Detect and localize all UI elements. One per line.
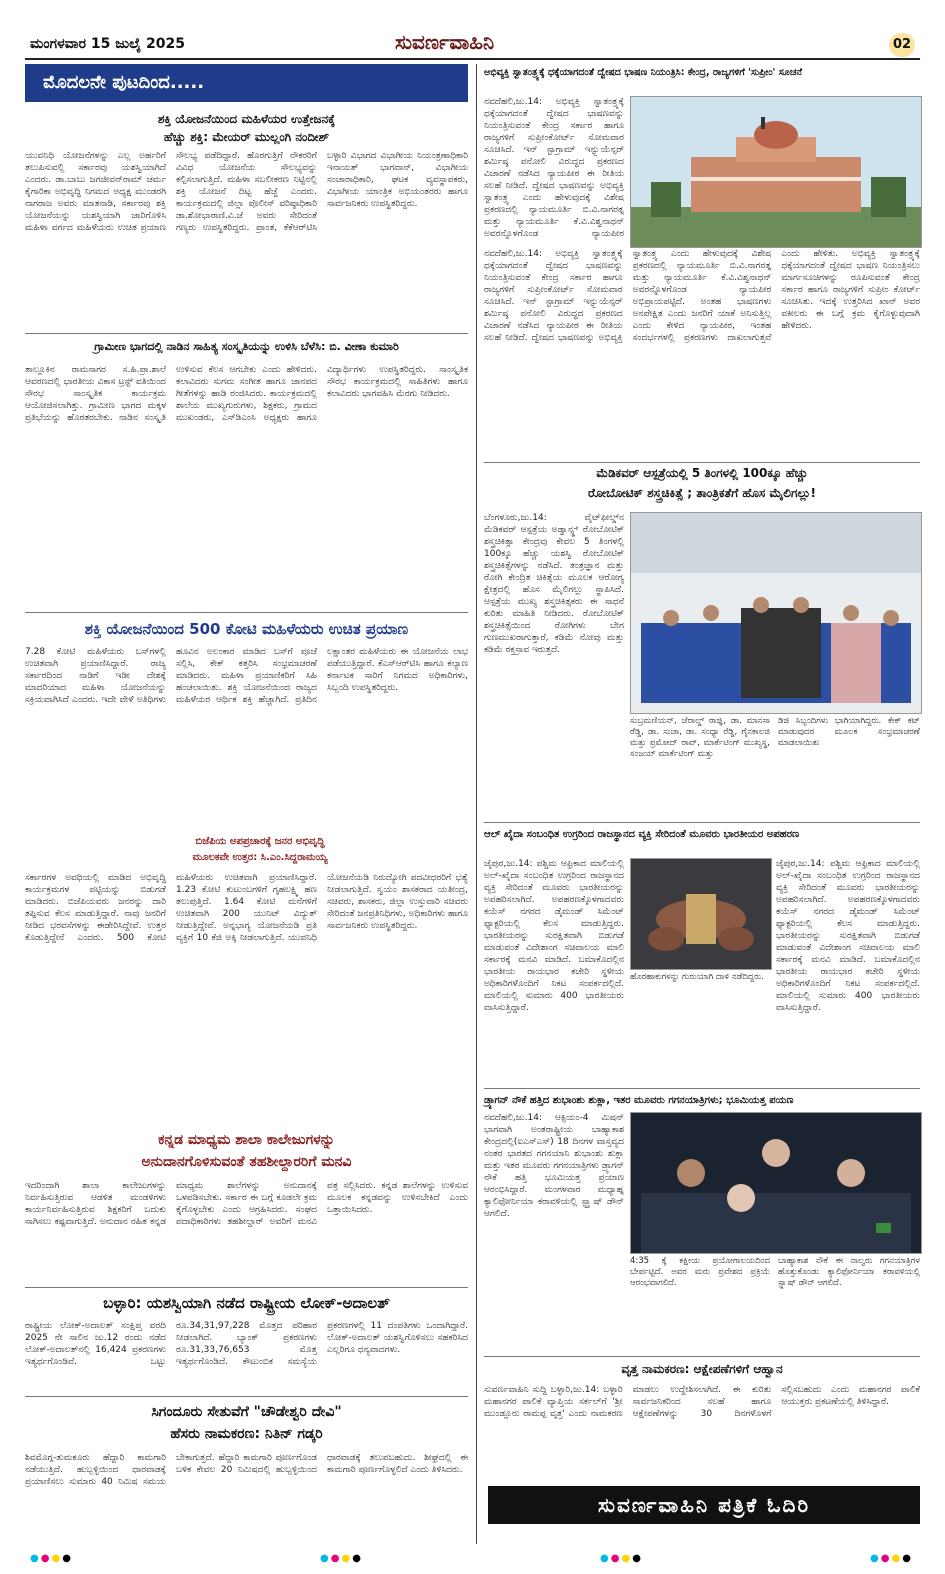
r3-caption: ಹೊರಹಾಕುಗಳನ್ನು ಗುರುಯಾಗಿ ದಾಳಿ ನಡೆದಿದ್ದರು. [630, 972, 764, 982]
r3-body-right: ಜೈಪುರ,ಜು.14: ಪಶ್ಚಿಮ ಆಫ್ರಿಕಾದ ಮಾಲಿಯಲ್ಲಿ ಅಲ್-ಖೈದಾ ಸಂಬಂಧಿತ ಉಗ್ರರಿಂದ ರಾಜಸ್ಥಾನದ ವ್ಯಕ್ತಿ ಸೇರಿದಂತೆ ಮೂವರು ಭಾರತೀಯರನ್ನು ಅಪಹರಿಸಲಾಗಿದೆ. ಅಪಹರಣಕ್ಕೊಳಗಾದವರು ಕಯೆಸ್ ನಗರದ ಡೈಮಂಡ್ ಸಿಮೆಂಟ್ ಫ್ಯಾಕ್ಟರಿಯಲ್ಲಿ ಕೆಲಸ ಮಾಡುತ್ತಿದ್ದರು. ಭಾರತೀಯರನ್ನು ಸುರಕ್ಷಿತವಾಗಿ ಬಿಡುಗಡೆ ಮಾಡುವಂತೆ ವಿದೇಶಾಂಗ ಸಚಿವಾಲಯ ಮಾಲಿ ಸರ್ಕಾರಕ್ಕೆ ಮನವಿ ಮಾಡಿದೆ. ಬಮಾಕೊದಲ್ಲಿನ ಭಾರತೀಯ ರಾಯಭಾರ ಕಚೇರಿ ಸ್ಥಳೀಯ ಅಧಿಕಾರಿಗಳೊಂದಿಗೆ ನಿಕಟ ಸಂಪರ್ಕದಲ್ಲಿದೆ. ಮಾಲಿಯಲ್ಲಿ ಸುಮಾರು 400 ಭಾರತೀಯರು ವಾಸಿಸುತ್ತಿದ್ದಾರೆ. [776, 859, 920, 1013]
a7-subtitle: ಹೆಸರು ನಾಮಕರಣ: ನಿತಿನ್ ಗಡ್ಕರಿ [170, 1426, 323, 1442]
r2-body: ಬೆಂಗಳೂರು,ಜು.14: ವೈಟ್‌ಫೀಲ್ಡ್‌ನ ಮೆಡಿಕವರ್ ಆಸ್ಪತ್ರೆಯ ಅಡ್ವಾನ್ಸ್ಡ್ ರೋಬೋಟಿಕ್ ಶಸ್ತ್ರಚಿಕಿತ್ಸಾ ಕೇಂದ್ರವು ಕೇವಲ 5 ತಿಂಗಳಲ್ಲಿ 100ಕ್ಕೂ ಹೆಚ್ಚು ಯಶಸ್ವಿ ರೋಬೋಟಿಕ್ ಶಸ್ತ್ರಚಿಕಿತ್ಸೆಗಳನ್ನು ನಡೆಸಿದೆ. ತಂತ್ರಜ್ಞಾನ ಮತ್ತು ರೋಗಿ ಕೇಂದ್ರಿತ ಚಿಕಿತ್ಸೆಯ ಮೂಲಕ ಆರೋಗ್ಯ ಕ್ಷೇತ್ರದಲ್ಲಿ ಹೊಸ ಮೈಲಿಗಲ್ಲು ಸ್ಥಾಪಿಸಿದೆ. ಆಸ್ಪತ್ರೆಯ ಮುಖ್ಯ ಶಸ್ತ್ರಚಿಕಿತ್ಸಕರು ಈ ಸಾಧನೆ ಕುರಿತು ಮಾಹಿತಿ ನೀಡಿದರು. ರೋಬೋಟಿಕ್ ಶಸ್ತ್ರಚಿಕಿತ್ಸೆಯಿಂದ ರೋಗಿಗಳು ಬೇಗ ಗುಣಮುಖರಾಗುತ್ತಾರೆ, ಕಡಿಮೆ ನೋವು ಮತ್ತು ಕಡಿಮೆ ರಕ್ತಸ್ರಾವ ಇರುತ್ತದೆ. [484, 513, 624, 655]
r1-title: ಅಭಿವ್ಯಕ್ತಿ ಸ್ವಾತಂತ್ರ್ಯಕ್ಕೆ ಧಕ್ಕೆಯಾಗದಂತೆ ದ್ವೇಷದ ಭಾಷಣ ನಿಯಂತ್ರಿಸಿ: ಕೇಂದ್ರ, ರಾಜ್ಯಗಳಿಗೆ 'ಸುಪ್ರೀಂ' ಸೂಚನೆ [484, 67, 803, 78]
divider [484, 1356, 920, 1357]
r3-title: ಆಲ್ ಖೈದಾ ಸಂಬಂಧಿತ ಉಗ್ರರಿಂದ ರಾಜಸ್ಥಾನದ ವ್ಯಕ್ತಿ ಸೇರಿದಂತೆ ಮೂವರು ಭಾರತೀಯರ ಅಪಹರಣ [484, 829, 800, 840]
a6-body: ರಾಷ್ಟ್ರೀಯ ಲೋಕ್-ಅದಾಲತ್ ಸಂಕ್ಷಿಪ್ತ ವರದಿ 2025 ನೇ ಸಾಲಿನ ಜು.12 ರಂದು ನಡೆದ ಲೋಕ್-ಅದಾಲತ್‌ನಲ್ಲಿ 16,424 ಪ್ರಕರಣಗಳು ಇತ್ಯರ್ಥಗೊಂಡಿವೆ. ಒಟ್ಟು ರೂ.34,31,97,228 ಮೊತ್ತದ ಪರಿಹಾರ ನೀಡಲಾಗಿದೆ. ಬ್ಯಾಂಕ್ ಪ್ರಕರಣಗಳು ರೂ.31,33,76,653 ಮೊತ್ತ ಇತ್ಯರ್ಥಗೊಂಡಿದೆ. ಕೌಟುಂಬಿಕ ಸಮಸ್ಯೆಯ ಪ್ರಕರಣಗಳಲ್ಲಿ 11 ದಂಪತಿಗಳು ಒಂದಾಗಿದ್ದಾರೆ. ಲೋಕ್-ಅದಾಲತ್ ಯಶಸ್ವಿಗೊಳಿಸಲು ಸಹಕರಿಸಿದ ಎಲ್ಲರಿಗೂ ಧನ್ಯವಾದಗಳು. [25, 1321, 468, 1367]
print-registration-marks: ●●●● [30, 1553, 73, 1564]
a4-body: ಸರ್ಕಾರಗಳ ಅವಧಿಯಲ್ಲಿ ಮಾಡಿದ ಅಭಿವೃದ್ಧಿ ಕಾರ್ಯಕ್ರಮಗಳ ಪಟ್ಟಿಯನ್ನು ಬಿಡುಗಡೆ ಮಾಡಿದರು. ಬಿಜೆಪಿಯವರು ಜನರನ್ನು ದಾರಿ ತಪ್ಪಿಸುವ ಕೆಲಸ ಮಾಡುತ್ತಿದ್ದಾರೆ. ನಾವು ಜನರಿಗೆ ನೀಡಿದ ಭರವಸೆಗಳನ್ನು ಈಡೇರಿಸಿದ್ದೇವೆ. ಉತ್ತರ ಕೊಡುತ್ತಿದ್ದೇನೆ ಎಂದರು. 500 ಕೋಟಿ ಮಹಿಳೆಯರು ಉಚಿತವಾಗಿ ಪ್ರಯಾಣಿಸಿದ್ದಾರೆ. 1.23 ಕೋಟಿ ಕುಟುಂಬಗಳಿಗೆ ಗೃಹಲಕ್ಷ್ಮಿ ಹಣ ತಲುಪುತ್ತಿದೆ. 1.64 ಕೋಟಿ ಮನೆಗಳಿಗೆ ಉಚಿತವಾಗಿ 200 ಯುನಿಟ್ ವಿದ್ಯುತ್ ನೀಡುತ್ತಿದ್ದೇವೆ. ಅನ್ನಭಾಗ್ಯ ಯೋಜನೆಯಡಿ ಪ್ರತಿ ವ್ಯಕ್ತಿಗೆ 10 ಕೆಜಿ ಅಕ್ಕಿ ನೀಡಲಾಗುತ್ತಿದೆ. ಯುವನಿಧಿ ಯೋಜನೆಯಡಿ ನಿರುದ್ಯೋಗಿ ಪದವೀಧರರಿಗೆ ಭತ್ಯೆ ನೀಡಲಾಗುತ್ತಿದೆ. ಸ್ವಯಂ ಶಾಸಕರಾದ ಯತೀಂದ್ರ, ಸಚಿವರು, ಶಾಸಕರು, ಜಿಲ್ಲಾ ಉಸ್ತುವಾರಿ ಸಚಿವರು ಸೇರಿದಂತೆ ಜನಪ್ರತಿನಿಧಿಗಳು, ಅಧಿಕಾರಿಗಳು ಹಾಗೂ ಸಾರ್ವಜನಿಕರು ಉಪಸ್ಥಿತರಿದ್ದರು. [25, 873, 468, 943]
a4-subtitle: ಮೂಲಕವೇ ಉತ್ತರ: ಸಿ.ಎಂ.ಸಿದ್ದರಾಮಯ್ಯ [192, 852, 328, 863]
divider [484, 462, 920, 463]
a1-title: ಶಕ್ತಿ ಯೋಜನೆಯಿಂದ ಮಹಿಳೆಯರ ಉತ್ತೇಜನಕ್ಕೆ [157, 112, 336, 126]
r1-body: ನವದೆಹಲಿ,ಜು.14: ಅಭಿವ್ಯಕ್ತಿ ಸ್ವಾತಂತ್ರ್ಯಕ್ಕೆ ಧಕ್ಕೆಯಾಗದಂತೆ ದ್ವೇಷದ ಭಾಷಣವನ್ನು ನಿಯಂತ್ರಿಸುವಂತೆ ಕೇಂದ್ರ ಸರ್ಕಾರ ಹಾಗೂ ರಾಜ್ಯಗಳಿಗೆ ಸುಪ್ರೀಂಕೋರ್ಟ್ ಸೋಮವಾರ ಸೂಚಿಸಿದೆ. ಇನ್ ಸ್ಟಾಗ್ರಾಮ್ ಇನ್ಫ್ಲುಯೆನ್ಸರ್ ಶರ್ಮಿಷ್ಠ ಪನೋಲಿ ವಿರುದ್ಧದ ಪ್ರಕರಣದ ವಿಚಾರಣೆ ನಡೆಸಿದ ನ್ಯಾಯಪೀಠ ಈ ರೀತಿಯ ಸಲಹೆ ನೀಡಿದೆ. ದ್ವೇಷದ ಭಾಷಣವನ್ನು ಅಭಿವ್ಯಕ್ತಿ ಸ್ವಾತಂತ್ರ್ಯ ಎಂದು ಹೇಳುವುದಕ್ಕೆ ವಿಶೇಷ ಪ್ರಕರಣದಲ್ಲಿ ನ್ಯಾಯಮೂರ್ತಿ ಬಿ.ವಿ.ನಾಗರತ್ನ ಮತ್ತು ನ್ಯಾಯಮೂರ್ತಿ ಕೆ.ವಿ.ವಿಶ್ವನಾಥನ್ ಅವರನ್ನೊಳಗೊಂಡ ನ್ಯಾಯಪೀಠ ಅಭಿಪ್ರಾಯಪಟ್ಟಿದೆ. ಅಂತಹ ಭಾಷಣಗಳು ಅನಪೇಕ್ಷಿತ ಎಂದು ಜನರಿಗೆ ಯಾಕೆ ಅನಿಸುತ್ತಿಲ್ಲ ಎಂದು ಕೇಳಿದ ನ್ಯಾಯಪೀಠ, ಇಂತಹ ಸಂದರ್ಭಗಳಲ್ಲಿ ಪ್ರಕರಣಗಳು ದಾಖಲಾಗುತ್ತವೆ ಎಂದು ಹೇಳಿತು. ಅಭಿವ್ಯಕ್ತಿ ಸ್ವಾತಂತ್ರ್ಯಕ್ಕೆ ಧಕ್ಕೆಯಾಗದಂತೆ ದ್ವೇಷದ ಭಾಷಣ ನಿಯಂತ್ರಿಸಲು ಮಾರ್ಗಸೂಚಿಗಳನ್ನು ರೂಪಿಸುವಂತೆ ಕೇಂದ್ರ ಸರ್ಕಾರ ಹಾಗೂ ರಾಜ್ಯಗಳಿಗೆ ಸುಪ್ರೀಂ ಕೋರ್ಟ್ ಸೂಚಿಸಿತು. ಇದಕ್ಕೆ ಉತ್ತರಿಸಿದ ಖಾನ್ ಅವರ ವಕೀಲರು ಈ ಬಗ್ಗೆ ಕ್ರಮ ಕೈಗೊಳ್ಳುವುದಾಗಿ ಹೇಳಿದರು. [484, 249, 920, 343]
a7-body: ಶಿವಮೊಗ್ಗ-ತುಮಕೂರು ಹೆದ್ದಾರಿ ಕಾಮಗಾರಿ ನಡೆಯುತ್ತಿದೆ. ಹುಬ್ಬಳ್ಳಿಯಿಂದ ಧಾರವಾಡಕ್ಕೆ ಪ್ರಯಾಣಿಸಲು ಸುಮಾರು 40 ನಿಮಿಷ ಸಮಯ ಬೇಕಾಗುತ್ತದೆ. ಹೆದ್ದಾರಿ ಕಾಮಗಾರಿ ಪೂರ್ಣಗೊಂಡ ಬಳಿಕ ಕೇವಲ 20 ನಿಮಿಷದಲ್ಲಿ ಹುಬ್ಬಳ್ಳಿಯಿಂದ ಧಾರವಾಡಕ್ಕೆ ತಲುಪಬಹುದು. ಶೀಘ್ರದಲ್ಲಿ ಈ ಕಾಮಗಾರಿ ಪೂರ್ಣಗೊಳ್ಳಲಿದೆ ಎಂದು ತಿಳಿಸಿದರು. [25, 1453, 468, 1487]
print-registration-marks: ●●●● [320, 1553, 363, 1564]
divider [484, 822, 920, 823]
issue-date: ಮಂಗಳವಾರ 15 ಜುಲೈ 2025 [30, 36, 185, 52]
a3-title: ಶಕ್ತಿ ಯೋಜನೆಯಿಂದ 500 ಕೋಟಿ ಮಹಿಳೆಯರು ಉಚಿತ ಪ್ರಯಾಣ [84, 620, 409, 638]
r3-body-left: ಜೈಪುರ,ಜು.14: ಪಶ್ಚಿಮ ಆಫ್ರಿಕಾದ ಮಾಲಿಯಲ್ಲಿ ಅಲ್-ಖೈದಾ ಸಂಬಂಧಿತ ಉಗ್ರರಿಂದ ರಾಜಸ್ಥಾನದ ವ್ಯಕ್ತಿ ಸೇರಿದಂತೆ ಮೂವರು ಭಾರತೀಯರನ್ನು ಅಪಹರಿಸಲಾಗಿದೆ. ಅಪಹರಣಕ್ಕೊಳಗಾದವರು ಕಯೆಸ್ ನಗರದ ಡೈಮಂಡ್ ಸಿಮೆಂಟ್ ಫ್ಯಾಕ್ಟರಿಯಲ್ಲಿ ಕೆಲಸ ಮಾಡುತ್ತಿದ್ದರು. ಭಾರತೀಯರನ್ನು ಸುರಕ್ಷಿತವಾಗಿ ಬಿಡುಗಡೆ ಮಾಡುವಂತೆ ವಿದೇಶಾಂಗ ಸಚಿವಾಲಯ ಮಾಲಿ ಸರ್ಕಾರಕ್ಕೆ ಮನವಿ ಮಾಡಿದೆ. ಬಮಾಕೊದಲ್ಲಿನ ಭಾರತೀಯ ರಾಯಭಾರ ಕಚೇರಿ ಸ್ಥಳೀಯ ಅಧಿಕಾರಿಗಳೊಂದಿಗೆ ನಿಕಟ ಸಂಪರ್ಕದಲ್ಲಿದೆ. ಮಾಲಿಯಲ್ಲಿ ಸುಮಾರು 400 ಭಾರತೀಯರು ವಾಸಿಸುತ್ತಿದ್ದಾರೆ. [484, 859, 624, 1013]
r4-body: ನವದೆಹಲಿ,ಜು.14: ಆಕ್ಸಿಯಂ-4 ಮಿಷನ್ ಭಾಗವಾಗಿ ಅಂತರಾಷ್ಟ್ರೀಯ ಬಾಹ್ಯಾಕಾಶ ಕೇಂದ್ರದಲ್ಲಿ(ಐಎಸ್ಎಸ್) 18 ದಿನಗಳ ವಾಸ್ತವ್ಯದ ನಂತರ ಭಾರತದ ಗಗನಯಾನಿ ಶುಭಾಂಶು ಶುಕ್ಲಾ ಮತ್ತು ಇತರ ಮೂವರು ಗಗನಯಾತ್ರಿಗಳು ಡ್ರ್ಯಾಗನ್ ನೌಕೆ ಹತ್ತಿ ಭೂಮಿಯತ್ತ ಪ್ರಯಾಣ ಆರಂಭಿಸಿದ್ದಾರೆ. ಮಂಗಳವಾರ ಮಧ್ಯಾಹ್ನ ಕ್ಯಾಲಿಫೋರ್ನಿಯಾ ಕರಾವಳಿಯಲ್ಲಿ ಸ್ಪ್ಲ್ಯಾಷ್ ಡೌನ್ ಆಗಲಿದೆ. [484, 1113, 624, 1219]
a2-title: ಗ್ರಾಮೀಣ ಭಾಗದಲ್ಲಿ ನಾಡಿನ ಸಾಹಿತ್ಯ ಸಂಸ್ಕೃತಿಯನ್ನು ಉಳಿಸಿ ಬೆಳೆಸಿ: ಬಿ. ವೀಣಾ ಕುಮಾರಿ [94, 340, 399, 353]
r5-title: ವೃತ್ತ ನಾಮಕರಣ: ಆಕ್ಷೇಪಣೆಗಳಿಗೆ ಆಹ್ವಾನ [621, 1362, 783, 1376]
supreme-court-photo [630, 96, 922, 248]
a3-body: 7.28 ಕೋಟಿ ಮಹಿಳೆಯರು ಬಸ್‌ಗಳಲ್ಲಿ ಉಚಿತವಾಗಿ ಪ್ರಯಾಣಿಸಿದ್ದಾರೆ. ರಾಜ್ಯ ಸರ್ಕಾರದಿಂದ ನಾಡಿಗೆ ಇಡೀ ದೇಶಕ್ಕೆ ಮಾದರಿಯಾದ ಮಹಿಳಾ ಯೋಜನೆಯನ್ನು ಸಕ್ರಿಯವಾಗಿಸಿದೆ ಎಂದರು. ಇದೇ ವೇಳೆ ಅತಿಥಿಗಳು ಹೂವಿನ ಅಲಂಕಾರ ಮಾಡಿದ ಬಸ್‌ಗೆ ಪೂಜೆ ಸಲ್ಲಿಸಿ, ಕೇಕ್ ಕತ್ತರಿಸಿ ಸಂಭ್ರಮಾಚರಣೆ ಮಾಡಿದರು. ಮಹಿಳಾ ಪ್ರಯಾಣಿಕರಿಗೆ ಸಿಹಿ ಹಂಚಲಾಯಿತು. ಶಕ್ತಿ ಯೋಜನೆಯಿಂದ ರಾಜ್ಯದ ಮಹಿಳೆಯರ ಆರ್ಥಿಕ ಶಕ್ತಿ ಹೆಚ್ಚಾಗಿದೆ. ಪ್ರತಿದಿನ ಲಕ್ಷಾಂತರ ಮಹಿಳೆಯರು ಈ ಯೋಜನೆಯ ಲಾಭ ಪಡೆಯುತ್ತಿದ್ದಾರೆ. ಕೆಎಸ್‌ಆರ್‌ಟಿಸಿ ಹಾಗೂ ಕಲ್ಯಾಣ ಕರ್ನಾಟಕ ಸಾರಿಗೆ ನಿಗಮದ ಅಧಿಕಾರಿಗಳು, ಸಿಬ್ಬಂದಿ ಉಪಸ್ಥಿತರಿದ್ದರು. [25, 647, 468, 705]
r2-caption-left: ಸುಬ್ರಮಣಿಯನ್, ಜೆರಾಲ್ಡ್ ರಾಜ್ಞಿ, ಡಾ. ಮಾನಸಾ ರೆಡ್ಡಿ, ಡಾ. ಸುಜಾ, ಡಾ. ಸಂಧ್ಯಾ ರೆಡ್ಡಿ, ಗೈನಕಾಲಜಿ ಮತ್ತು ಪ್ರಮೋದ್ ರಾವ್, ಮಾರ್ಕೆಟಿಂಗ್ ಮುಖ್ಯಸ್ಥ, ಸಂಜಯ್ ಮಾರ್ಕೆಟಿಂಗ್ ಮತ್ತು [630, 716, 770, 759]
page-number: 02 [889, 33, 915, 57]
a1-body: ಯುವನಿಧಿ ಯೋಜನೆಗಳನ್ನು ಎಲ್ಲ ಅರ್ಹರಿಗೆ ತಲುಪಿಸುವಲ್ಲಿ ಸರ್ಕಾರವು ಯಶಸ್ವಿಯಾಗಿದೆ ಎಂದರು. ಡಾ.ಬಾಬು ಜಗಜೀವನ್‌ರಾಮ್ ಚರ್ಮ ಕೈಗಾರಿಕಾ ಅಭಿವೃದ್ಧಿ ನಿಗಮದ ಅಧ್ಯಕ್ಷ ಮುಂಡರಗಿ ನಾಗರಾಜ ಅವರು ಮಾತನಾಡಿ, ಸರ್ಕಾರವು ಶಕ್ತಿ ಯೋಜನೆಯನ್ನು ಯಶಸ್ವಿಯಾಗಿ ಜಾರಿಗೊಳಿಸಿ ಮಹಿಳಾ ವರ್ಗದ ಮಹಿಳೆಯರು ಉಚಿತ ಪ್ರಯಾಣ ಸೌಲಭ್ಯ ಪಡೆದಿದ್ದಾರೆ. ಹೊರಗುತ್ತಿಗೆ ನೌಕರರಿಗೆ ವಿವಿಧ ಯೋಜನೆಯ ಸೌಲಭ್ಯವನ್ನು ಕಲ್ಪಿಸಲಾಗುತ್ತಿದೆ. ಮಹಿಳಾ ಸಬಲೀಕರಣ ನಿಟ್ಟಿನಲ್ಲಿ ಶಕ್ತಿ ಯೋಜನೆ ದಿಟ್ಟ ಹೆಜ್ಜೆ ಎಂದರು. ಕಾರ್ಯಕ್ರಮದಲ್ಲಿ ಜಿಲ್ಲಾ ಪೊಲೀಸ್ ವರಿಷ್ಠಾಧಿಕಾರಿ ಡಾ.ಶೋಭಾರಾಣಿ.ವಿ.ಜೆ ಅವರು ಸೇರಿದಂತೆ ಗಣ್ಯರು ಉಪಸ್ಥಿತರಿದ್ದರು. ಪ್ರಾಂತ, ಕೆಕೆಆರ್‌ಟಿಸಿ ಬಳ್ಳಾರಿ ವಿಭಾಗದ ವಿಭಾಗೀಯ ನಿಯಂತ್ರಣಾಧಿಕಾರಿ ಇನಾಯತ್ ಭಾಗವಾನ್, ವಿಭಾಗೀಯ ಸಂಚಾರಾಧಿಕಾರಿ, ಘಟಕ ವ್ಯವಸ್ಥಾಪಕರು, ವಿಭಾಗೀಯ ಯಾಂತ್ರಿಕ ಅಭಿಯಂತರರು ಹಾಗೂ ಸಾರ್ವಜನಿಕರು ಉಪಸ್ಥಿತರಿದ್ದರು. [25, 151, 468, 233]
kidnap-photo [630, 858, 772, 970]
a6-title: ಬಳ್ಳಾರಿ: ಯಶಸ್ವಿಯಾಗಿ ನಡೆದ ರಾಷ್ಟ್ರೀಯ ಲೋಕ್-ಅದಾಲತ್ [103, 1294, 390, 1312]
divider [25, 333, 468, 334]
r1-body-top: ನವದೆಹಲಿ,ಜು.14: ಅಭಿವ್ಯಕ್ತಿ ಸ್ವಾತಂತ್ರ್ಯಕ್ಕೆ ಧಕ್ಕೆಯಾಗದಂತೆ ದ್ವೇಷದ ಭಾಷಣವನ್ನು ನಿಯಂತ್ರಿಸುವಂತೆ ಕೇಂದ್ರ ಸರ್ಕಾರ ಹಾಗೂ ರಾಜ್ಯಗಳಿಗೆ ಸುಪ್ರೀಂಕೋರ್ಟ್ ಸೋಮವಾರ ಸೂಚಿಸಿದೆ. ಇನ್ ಸ್ಟಾಗ್ರಾಮ್ ಇನ್ಫ್ಲುಯೆನ್ಸರ್ ಶರ್ಮಿಷ್ಠ ಪನೋಲಿ ವಿರುದ್ಧದ ಪ್ರಕರಣದ ವಿಚಾರಣೆ ನಡೆಸಿದ ನ್ಯಾಯಪೀಠ ಈ ರೀತಿಯ ಸಲಹೆ ನೀಡಿದೆ. ದ್ವೇಷದ ಭಾಷಣವನ್ನು ಅಭಿವ್ಯಕ್ತಿ ಸ್ವಾತಂತ್ರ್ಯ ಎಂದು ಹೇಳುವುದಕ್ಕೆ ವಿಶೇಷ ಪ್ರಕರಣದಲ್ಲಿ ನ್ಯಾಯಮೂರ್ತಿ ಬಿ.ವಿ.ನಾಗರತ್ನ ಮತ್ತು ನ್ಯಾಯಮೂರ್ತಿ ಕೆ.ವಿ.ವಿಶ್ವನಾಥನ್ ಅವರನ್ನೊಳಗೊಂಡ ನ್ಯಾಯಪೀಠ [484, 97, 624, 239]
divider [25, 1396, 468, 1397]
r4-caption-left: 4:35 ಕ್ಕೆ ಕಕ್ಷೀಯ ಪ್ರಯೋಗಾಲಯದಿಂದ ಬೇರ್ಪಟ್ಟಿದೆ. ಅವರ ಮರು ಪ್ರವೇಶದ ಪ್ರಕ್ರಿಯೆ ಆರಂಭವಾಗಲಿದೆ. [630, 1256, 770, 1288]
r5-body: ಸುವರ್ಣವಾಹಿನಿ ಸುದ್ದಿ ಬಳ್ಳಾರಿ,ಜು.14: ಬಳ್ಳಾರಿ ಮಹಾನಗರ ಪಾಲಿಕೆ ವ್ಯಾಪ್ತಿಯ ಸರ್ಕಲ್‌ಗೆ 'ಶ್ರೀ ಮುಂಡ್ಲೂರು ರಾಮಪ್ಪ ವೃತ್ತ' ಎಂದು ನಾಮಕರಣ ಮಾಡಲು ಉದ್ದೇಶಿಸಲಾಗಿದೆ. ಈ ಕುರಿತು ಸಾರ್ವಜನಿಕರಿಂದ ಸಲಹೆ ಹಾಗೂ ಆಕ್ಷೇಪಣೆಗಳನ್ನು 30 ದಿನಗಳೊಳಗೆ ಸಲ್ಲಿಸಬಹುದು ಎಂದು ಮಹಾನಗರ ಪಾಲಿಕೆ ಆಯುಕ್ತರು ಪ್ರಕಟಣೆಯಲ್ಲಿ ತಿಳಿಸಿದ್ದಾರೆ. [484, 1385, 920, 1419]
r2-title: ಮೆಡಿಕವರ್ ಆಸ್ಪತ್ರೆಯಲ್ಲಿ 5 ತಿಂಗಳಲ್ಲಿ 100ಕ್ಕೂ ಹೆಚ್ಚು [596, 466, 808, 480]
astronauts-photo [630, 1112, 922, 1254]
section-banner: ಮೊದಲನೇ ಪುಟದಿಂದ..... [25, 64, 468, 102]
a5-subtitle: ಅನುದಾನಗೊಳಿಸುವಂತೆ ತಹಶೀಲ್ದಾರರಿಗೆ ಮನವಿ [141, 1154, 352, 1170]
r2-subtitle: ರೋಬೋಟಿಕ್ ಶಸ್ತ್ರಚಿಕಿತ್ಸೆ ; ತಾಂತ್ರಿಕತೆಗೆ ಹೊಸ ಮೈಲಿಗಲ್ಲು! [588, 486, 816, 500]
divider [484, 1088, 920, 1089]
hospital-team-photo [630, 512, 922, 714]
r4-title: ಡ್ರ್ಯಾಗನ್ ನೌಕೆ ಹತ್ತಿದ ಶುಭಾಂಶು ಶುಕ್ಲಾ, ಇತರ ಮೂವರು ಗಗನಯಾತ್ರಿಗಳು; ಭೂಮಿಯತ್ತ ಪಯಣ [484, 1095, 794, 1106]
a7-title: ಸಿಗಂದೂರು ಸೇತುವೆಗೆ "ಚೌಡೇಶ್ವರಿ ದೇವಿ" [151, 1404, 342, 1420]
a5-body: ಇದರಿಂದಾಗಿ ಶಾಲಾ ಕಾಲೇಜುಗಳನ್ನು ನಿರ್ವಹಿಸುತ್ತಿರುವ ಆಡಳಿತ ಮಂಡಳಿಗಳು ಕಾರ್ಯನಿರ್ವಹಿಸುತ್ತಿರುವ ಶಿಕ್ಷಕರಿಗೆ ಬದುಕು ಸಾಗಿಸಲು ಕಷ್ಟವಾಗುತ್ತಿದೆ. ಅನುದಾನ ರಹಿತ ಕನ್ನಡ ಮಾಧ್ಯಮ ಶಾಲೆಗಳನ್ನು ಅನುದಾನಕ್ಕೆ ಒಳಪಡಿಸಬೇಕು. ಸರ್ಕಾರ ಈ ಬಗ್ಗೆ ಕೂಡಲೇ ಕ್ರಮ ಕೈಗೊಳ್ಳಬೇಕು ಎಂದು ಆಗ್ರಹಿಸಿದರು. ಸಂಘದ ಪದಾಧಿಕಾರಿಗಳು ತಹಶೀಲ್ದಾರ್ ಅವರಿಗೆ ಮನವಿ ಪತ್ರ ಸಲ್ಲಿಸಿದರು. ಕನ್ನಡ ಶಾಲೆಗಳನ್ನು ಉಳಿಸುವ ಮೂಲಕ ಕನ್ನಡವನ್ನು ಉಳಿಸಬೇಕಿದೆ ಎಂದು ಒತ್ತಾಯಿಸಿದರು. [25, 1181, 468, 1227]
a4-title: ಬಿಜೆಪಿಯ ಅಪಪ್ರಚಾರಕ್ಕೆ ಜನರ ಅಭಿವೃದ್ಧಿ [195, 836, 325, 847]
divider [25, 612, 468, 613]
a1-subtitle: ಹೆಚ್ಚು ಶಕ್ತಿ: ಮೇಯರ್ ಮುಲ್ಲಂಗಿ ನಂದೀಶ್ [163, 130, 330, 144]
read-newspaper-cta: ಸುವರ್ಣವಾಹಿನಿ ಪತ್ರಿಕೆ ಓದಿರಿ [488, 1486, 920, 1524]
print-registration-marks: ●●●● [600, 1553, 643, 1564]
column-divider [476, 64, 477, 1544]
r2-caption-right: ಡಿಜಿ ಸಿಬ್ಬಂದಿಗಳು ಭಾಗಿಯಾಗಿದ್ದರು. ಕೇಕ್ ಕಟ್ ಮಾಡುವುದರ ಮೂಲಕ ಸಂಭ್ರಮಾಚರಣೆ ಮಾಡಲಾಯಿತು [778, 716, 920, 748]
a2-body: ತಾಲ್ಲೂಕಿನ ರಾಮಸಾಗರ ಸ.ಹಿ.ಪ್ರಾ.ಶಾಲೆ ಆವರಣದಲ್ಲಿ ಭಾರತೀಯ ವಿಕಾಸ ಟ್ರಸ್ಟ್ ವತಿಯಿಂದ ಸೌರಭ ಸಾಂಸ್ಕೃತಿಕ ಕಾರ್ಯಕ್ರಮ ಆಯೋಜಿಸಲಾಗಿತ್ತು. ಗ್ರಾಮೀಣ ಭಾಗದ ಮಕ್ಕಳ ಪ್ರತಿಭೆಯನ್ನು ಹೊರತರಬೇಕು. ನಾಡಿನ ಸಂಸ್ಕೃತಿ ಉಳಿಸುವ ಕೆಲಸ ಆಗಬೇಕು ಎಂದು ಹೇಳಿದರು. ಕಲಾವಿದರು ಸುಗಮ ಸಂಗೀತ ಹಾಗೂ ಜಾನಪದ ಗೀತೆಗಳನ್ನು ಹಾಡಿ ರಂಜಿಸಿದರು. ಕಾರ್ಯಕ್ರಮದಲ್ಲಿ ಶಾಲೆಯ ಮುಖ್ಯಗುರುಗಳು, ಶಿಕ್ಷಕರು, ಗ್ರಾಮದ ಮುಖಂಡರು, ಎಸ್‌ಡಿಎಂಸಿ ಅಧ್ಯಕ್ಷರು ಹಾಗೂ ವಿದ್ಯಾರ್ಥಿಗಳು ಉಪಸ್ಥಿತರಿದ್ದರು. ಸಾಂಸ್ಕೃತಿಕ ಸೌರಭ ಕಾರ್ಯಕ್ರಮದಲ್ಲಿ ಸಾಹಿತಿಗಳು ಹಾಗೂ ಕಲಾವಿದರು ಭಾಗವಹಿಸಿ ಮೆರಗು ನೀಡಿದರು. [25, 365, 468, 423]
a5-title: ಕನ್ನಡ ಮಾಧ್ಯಮ ಶಾಲಾ ಕಾಲೇಜುಗಳನ್ನು [158, 1132, 335, 1148]
print-registration-marks: ●●●● [870, 1553, 913, 1564]
masthead-logo: ಸುವರ್ಣವಾಹಿನಿ [395, 30, 495, 54]
r4-caption-right: ಬಾಹ್ಯಾಕಾಶ ನೌಕೆ ಈ ನಾಲ್ವರು ಗಗನಯಾತ್ರಿಗಳ ಹೊತ್ತುಕೊಂಡು ಕ್ಯಾಲಿಫೋರ್ನಿಯಾ ಕರಾವಳಿಯಲ್ಲಿ ಸ್ಪ್ಲಾಷ್ ಡೌನ್ ಆಗಲಿದೆ. [778, 1256, 920, 1288]
header-rule [25, 58, 920, 60]
divider [25, 1287, 468, 1288]
